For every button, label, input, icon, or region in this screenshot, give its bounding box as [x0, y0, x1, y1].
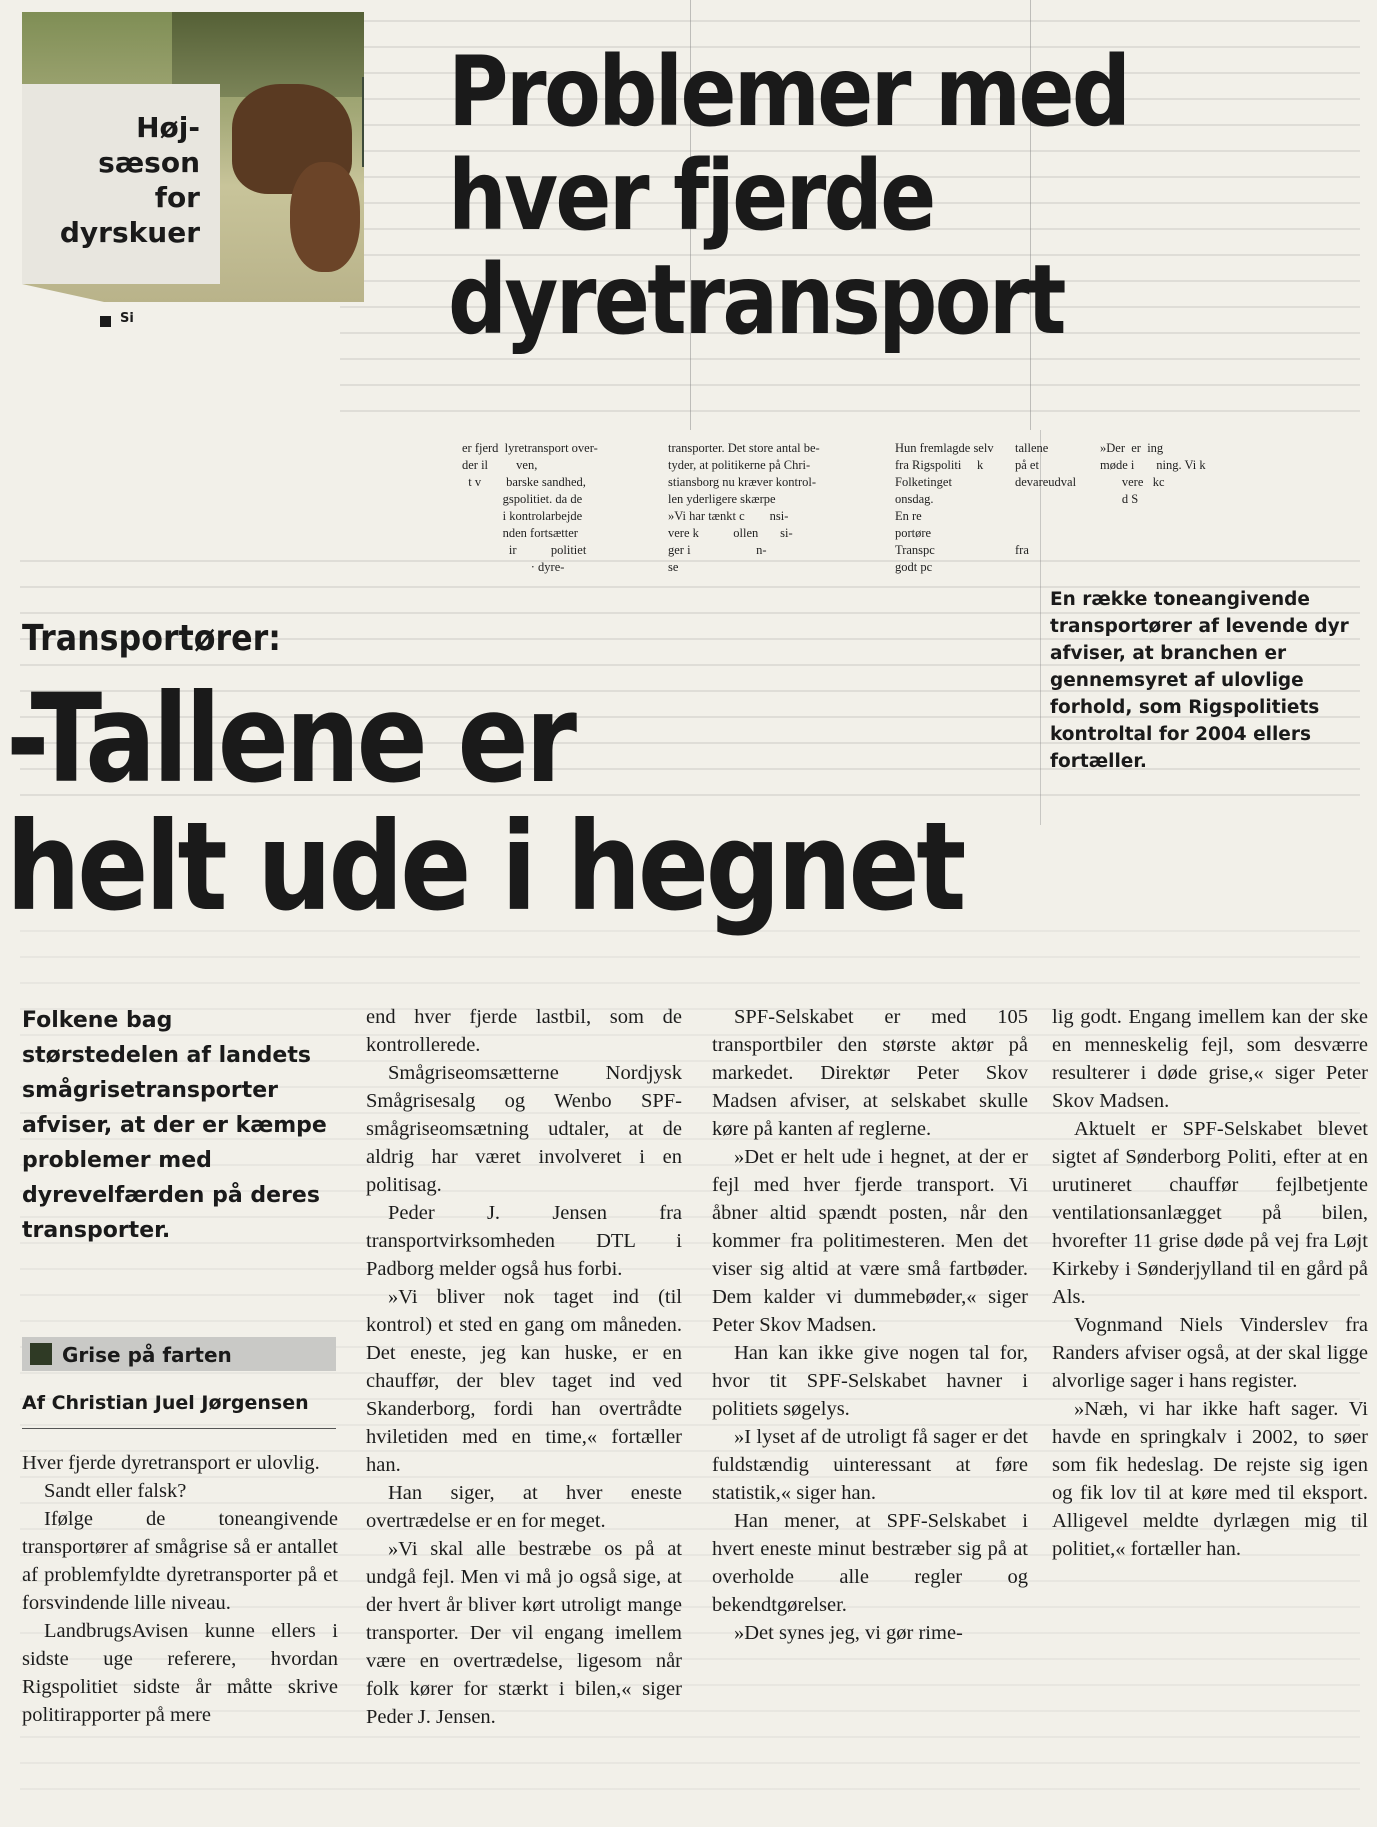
- paragraph: LandbrugsAvisen kunne ellers i sidste uge referere, hvordan Rigspolitiet sidste år måtte skrive politirapporter på mere: [22, 1620, 338, 1726]
- photo-cutout: [22, 284, 364, 302]
- body-column-1: [22, 1449, 338, 1729]
- paragraph: Vognmand Niels Vinderslev fra Randers afviser også, at der skal ligge alvorlige sager i hans register.: [1052, 1314, 1368, 1392]
- paragraph: lig godt. Engang imellem kan der ske en menneskelig fejl, som desværre resulterer i døde grise,« siger Peter Skov Madsen.: [1052, 1006, 1368, 1112]
- paragraph: Peder J. Jensen fra transportvirksomheden DTL i Padborg melder også hus forbi.: [366, 1202, 682, 1280]
- paragraph: »Næh, vi har ikke haft sager. Vi havde en springkalv i 2002, to søer som fik hedeslag. De rejste sig igen og fik lov til at køre med til eksport. Alligevel meldte dyrlægen mig til politiet,« fortæller han.: [1052, 1398, 1368, 1560]
- paragraph: Aktuelt er SPF-Selskabet blevet sigtet af Sønderborg Politi, efter at en urutineret chauffør fejlbetjente ventilationsanlægget på bilen, hvorefter 11 grise døde på vej fra Løjt Kirkeby i Sønderjylland til en gård på Als.: [1052, 1118, 1368, 1308]
- paragraph: »Det er helt ude i hegnet, at der er fejl med hver fjerde transport. Vi åbner altid spændt posten, når den kommer fra politimesteren. Men det viser sig altid at være små fartbøder. Dem kalder vi dummebøder,« siger Peter Skov Madsen.: [712, 1146, 1028, 1336]
- promo-line: dyrskuer: [59, 216, 200, 249]
- promo-line: Høj-: [136, 111, 200, 144]
- article-lead: Folkene bag størstedelen af landets smågrisetransporter afviser, at der er kæmpe problemer med dyrevelfærden på deres transporter.: [22, 1008, 327, 1243]
- top-headline: [448, 36, 1129, 356]
- section-label-square: [30, 1343, 52, 1365]
- top-headline-line: hver fjerde: [448, 140, 934, 252]
- text-fragment: er fjerd lyretransport over- der il ven, t v barske sandhed, gspolitiet. da de i kontrolarbejde nden fortsætter ir politiet · dyre-: [462, 441, 598, 574]
- top-article-deck: En række toneangivende transportører af levende dyr afviser, at branchen er gennemsyret af ulovlige forhold, som Rigspolitiets kontroltal for 2004 ellers fortæller.: [1050, 589, 1349, 772]
- paragraph: end hver fjerde lastbil, som de kontrollerede.: [366, 1006, 682, 1056]
- paragraph: Hver fjerde dyretransport er ulovlig.: [22, 1452, 320, 1474]
- promo-line: sæson: [98, 146, 200, 179]
- photo-calf: [290, 162, 360, 272]
- byline: Af Christian Juel Jørgensen: [22, 1392, 309, 1414]
- main-headline-line: -Tallene er: [6, 668, 574, 810]
- paragraph: Smågriseomsætterne Nordjysk Smågrisesalg og Wenbo SPF-smågriseomsætning udtaler, at de aldrig har været involveret i en politisag.: [366, 1062, 682, 1196]
- text-fragment: transporter. Det store antal be- tyder, at politikerne på Chri- stiansborg nu kræver kontrol- len yderligere skærpe »Vi har tænkt c nsi- vere k ollen si- ger i n- se: [668, 441, 820, 574]
- paragraph: SPF-Selskabet er med 105 transportbiler den største aktør på markedet. Direktør Peter Skov Madsen afviser, at selskabet skulle køre på kanten af reglerne.: [712, 1006, 1028, 1140]
- top-headline-line: dyretransport: [448, 244, 1064, 356]
- promo-line: for: [154, 181, 200, 214]
- main-headline-line: helt ude i hegnet: [6, 796, 963, 938]
- body-column-4: [1052, 1003, 1368, 1563]
- promo-text[interactable]: [40, 110, 200, 250]
- article-kicker: Transportører:: [22, 618, 281, 659]
- paragraph: »Det synes jeg, vi gør rime-: [734, 1622, 963, 1644]
- paragraph: Sandt eller falsk?: [44, 1480, 187, 1502]
- section-label: Grise på farten: [62, 1343, 232, 1367]
- main-headline: [6, 668, 963, 938]
- body-column-2: [366, 1003, 682, 1731]
- paragraph: »Vi bliver nok taget ind (til kontrol) et sted en gang om måneden. Det eneste, jeg kan huske, er en chauffør, der blev taget ind ved Skanderborg, fordi han overtrådte hviletiden med en time,« fortæller han.: [366, 1286, 682, 1476]
- body-column-3: [712, 1003, 1028, 1647]
- promo-marker: [100, 316, 111, 327]
- paragraph: »Vi skal alle bestræbe os på at undgå fejl. Men vi må jo også sige, at der hvert år bliver kørt utroligt mange transporter. Der vil engang imellem være en overtrædelse, ligesom når folk kører for stærkt i bilen,« siger Peder J. Jensen.: [366, 1538, 682, 1728]
- paragraph: Han mener, at SPF-Selskabet i hvert eneste minut bestræber sig på at overholde alle regler og bekendtgørelser.: [712, 1510, 1028, 1616]
- paragraph: Ifølge de toneangivende transportører af smågrise så er antallet af problemfyldte dyretransporter på et forsvindende lille niveau.: [22, 1508, 338, 1614]
- photo-person: [362, 77, 364, 167]
- paragraph: »I lyset af de utroligt få sager er det fuldstændig uinteressant at føre statistik,« siger han.: [712, 1426, 1028, 1504]
- byline-rule: [22, 1428, 336, 1429]
- top-headline-line: Problemer med: [448, 36, 1129, 148]
- promo-page-ref: Si: [120, 311, 134, 326]
- text-fragment: Hun fremlagde selv fra Rigspoliti k Folketinget onsdag. En re portøre Transpc godt pc: [895, 441, 994, 574]
- text-fragment: tallene på et devareudval fra: [1015, 441, 1077, 557]
- paragraph: Han siger, at hver eneste overtrædelse er en for meget.: [366, 1482, 682, 1532]
- text-fragment: »Der er ing møde i ning. Vi k vere kc d S: [1100, 441, 1206, 506]
- paragraph: Han kan ikke give nogen tal for, hvor tit SPF-Selskabet havner i politiets søgelys.: [712, 1342, 1028, 1420]
